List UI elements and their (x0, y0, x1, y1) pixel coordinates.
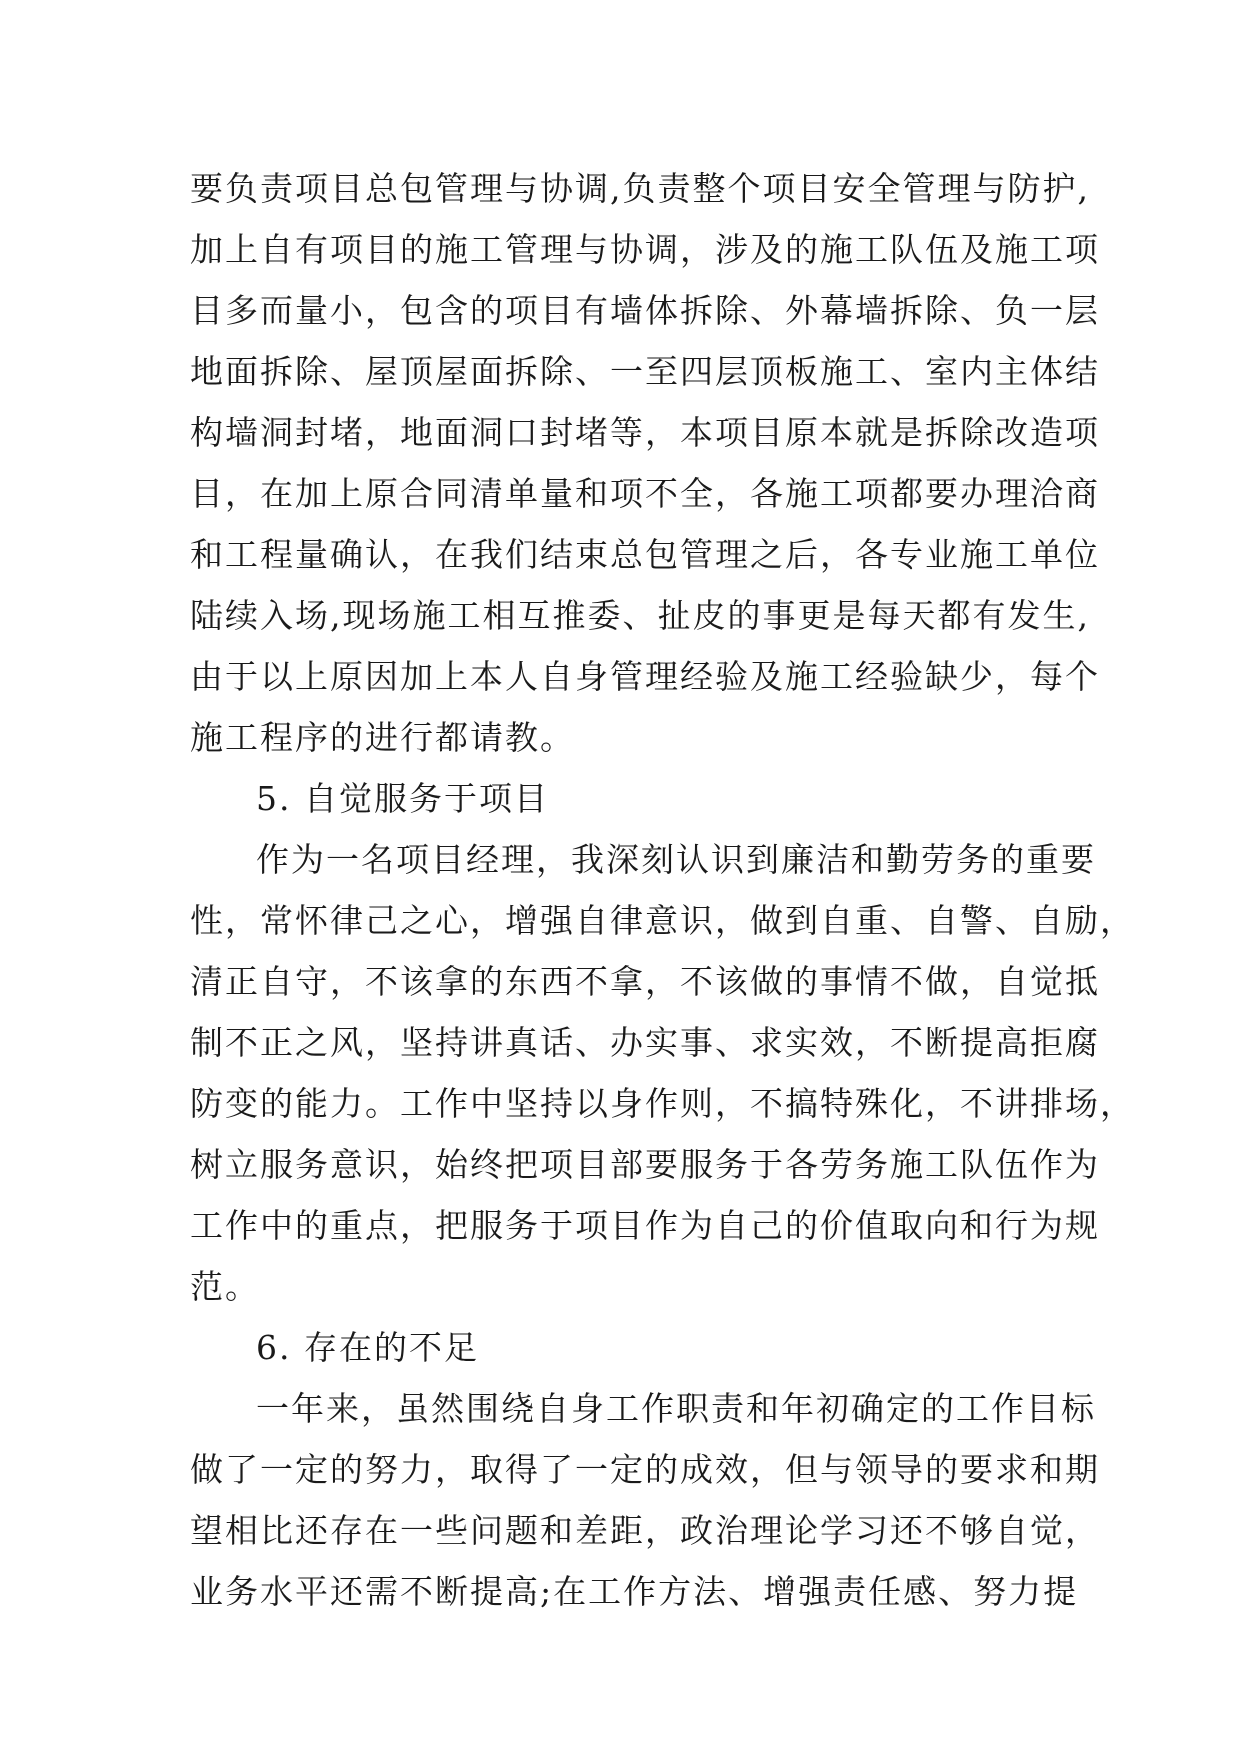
text-line: 性，常怀律己之心，增强自律意识，做到自重、自警、自励， (190, 901, 1135, 940)
text-line: 制不正之风，坚持讲真话、办实事、求实效，不断提高拒腐 (190, 1023, 1100, 1062)
text-line: 和工程量确认，在我们结束总包管理之后，各专业施工单位 (190, 535, 1100, 574)
text-line: 作为一名项目经理，我深刻认识到廉洁和勤劳务的重要 (256, 840, 1096, 879)
text-line: 由于以上原因加上本人自身管理经验及施工经验缺少，每个 (190, 657, 1100, 696)
text-line: 一年来，虽然围绕自身工作职责和年初确定的工作目标 (256, 1389, 1096, 1428)
text-line: 树立服务意识，始终把项目部要服务于各劳务施工队伍作为 (190, 1145, 1100, 1184)
text-line: 加上自有项目的施工管理与协调，涉及的施工队伍及施工项 (190, 230, 1100, 269)
text-line: 目多而量小，包含的项目有墙体拆除、外幕墙拆除、负一层 (190, 291, 1100, 330)
document-body (190, 158, 1135, 1622)
text-line: 防变的能力。工作中坚持以身作则，不搞特殊化，不讲排场， (190, 1084, 1135, 1123)
text-line: 6. 存在的不足 (256, 1328, 479, 1367)
text-line: 目，在加上原合同清单量和项不全，各施工项都要办理洽商 (190, 474, 1100, 513)
text-line: 施工程序的进行都请教。 (190, 718, 575, 757)
text-line: 构墙洞封堵，地面洞口封堵等，本项目原本就是拆除改造项 (190, 413, 1100, 452)
text-line: 要负责项目总包管理与协调,负责整个项目安全管理与防护, (190, 169, 1090, 208)
text-line: 工作中的重点，把服务于项目作为自己的价值取向和行为规 (190, 1206, 1100, 1245)
text-line: 做了一定的努力，取得了一定的成效，但与领导的要求和期 (190, 1450, 1100, 1489)
text-line: 5. 自觉服务于项目 (256, 779, 549, 818)
text-line: 范。 (190, 1267, 260, 1306)
text-line: 业务水平还需不断提高;在工作方法、增强责任感、努力提 (190, 1572, 1079, 1611)
text-line: 望相比还存在一些问题和差距，政治理论学习还不够自觉， (190, 1511, 1100, 1550)
text-line: 地面拆除、屋顶屋面拆除、一至四层顶板施工、室内主体结 (190, 352, 1100, 391)
text-line: 陆续入场,现场施工相互推委、扯皮的事更是每天都有发生, (190, 596, 1090, 635)
text-line: 清正自守，不该拿的东西不拿，不该做的事情不做，自觉抵 (190, 962, 1100, 1001)
